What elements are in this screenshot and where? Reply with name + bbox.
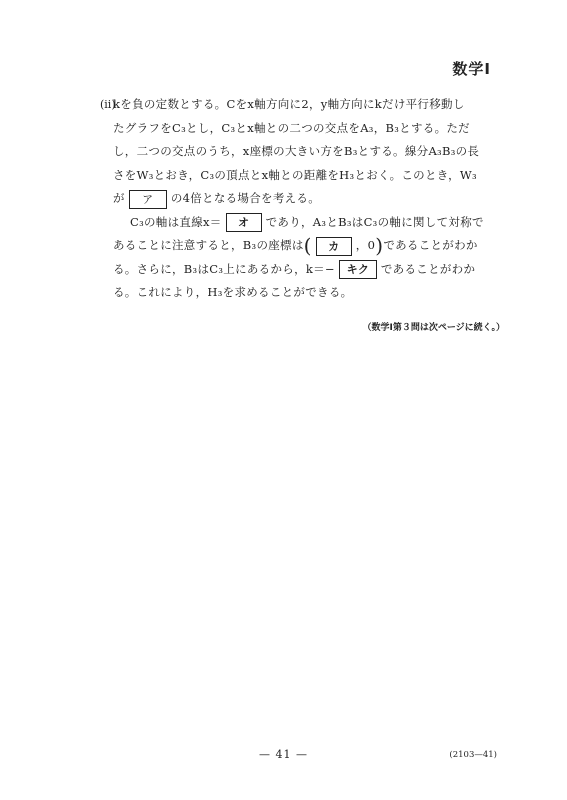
line8-pre: る。さらに，B₃はC₃上にあるから，k＝−: [113, 261, 335, 276]
line7-post: であることがわか: [383, 238, 478, 252]
problem-line-9: る。これにより，H₃を求めることができる。: [113, 285, 353, 299]
open-paren: (: [303, 233, 312, 258]
line5-pre: が: [113, 191, 125, 205]
coord-separator: ，0: [355, 238, 376, 252]
problem-line-5: [113, 187, 503, 211]
problem-line-8: [113, 258, 503, 282]
line7-pre: あることに注意すると，B₃の座標は: [113, 238, 304, 252]
answer-box-ka: カ: [316, 237, 352, 256]
answer-box-o: オ: [226, 213, 262, 232]
continue-note: （数学Ⅰ第３問は次ページに続く。）: [362, 323, 505, 333]
line6-post: であり，A₃とB₃はC₃の軸に関して対称で: [265, 214, 484, 229]
answer-box-kiku: キク: [339, 260, 377, 279]
close-paren: ): [375, 233, 384, 258]
line6-pre: C₃の軸は直線x＝: [130, 214, 222, 229]
problem-text: [113, 93, 503, 305]
subproblem-label: (ii): [100, 98, 116, 111]
line5-post: の4倍となる場合を考える。: [170, 191, 321, 205]
page-number: — 41 —: [259, 748, 308, 761]
problem-line-1: kを負の定数とする。Cをx軸方向に2，y軸方向にkだけ平行移動し: [113, 97, 465, 111]
problem-line-4: さをW₃とおき，C₃の頂点とx軸との距離をH₃とおく。このとき，W₃: [113, 167, 477, 182]
answer-box-a: ア: [129, 190, 167, 209]
problem-line-7: [113, 234, 503, 258]
problem-line-6: [113, 211, 503, 235]
problem-line-2: たグラフをC₃とし，C₃とx軸との二つの交点をA₃，B₃とする。ただ: [113, 120, 470, 135]
problem-line-3: し，二つの交点のうち，x座標の大きい方をB₃とする。線分A₃B₃の長: [113, 144, 480, 158]
subject-header: 数学Ⅰ: [452, 60, 491, 78]
page-code: (2103—41): [449, 750, 497, 760]
line8-post: であることがわか: [380, 261, 476, 276]
